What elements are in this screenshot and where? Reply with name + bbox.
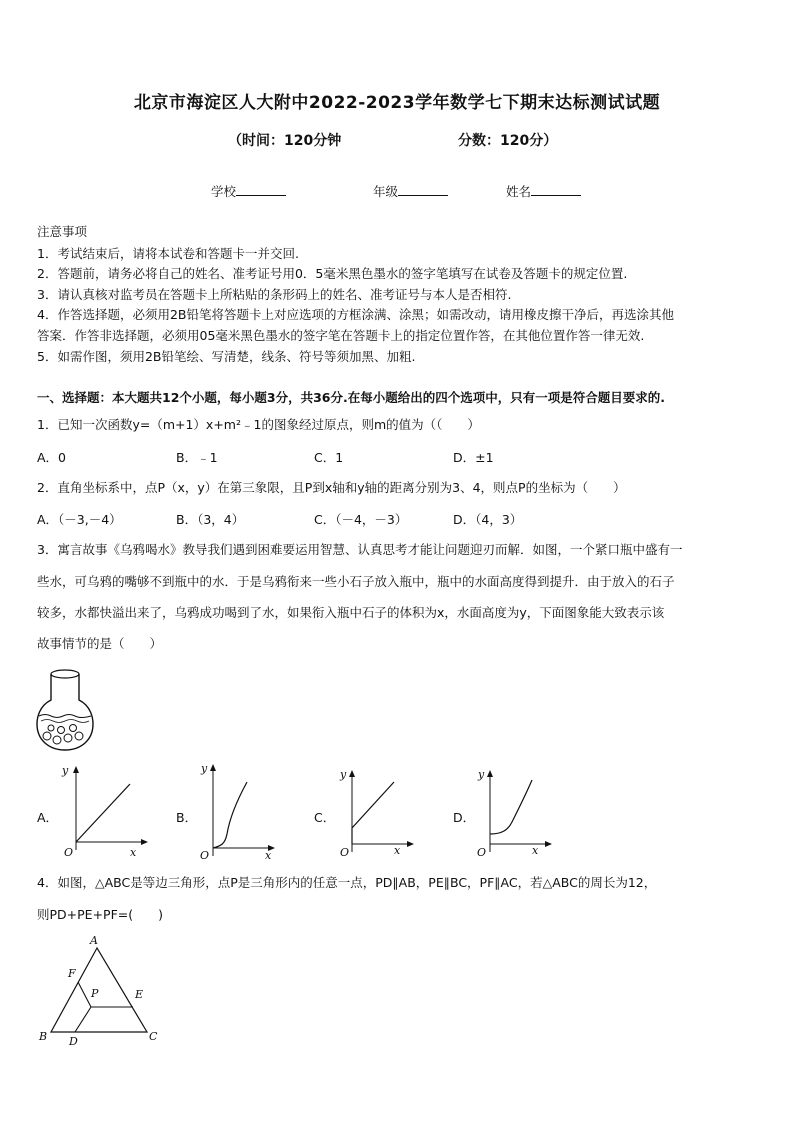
notice-item: 5．如需作图，须用2B铅笔绘、写清楚，线条、符号等须加黑、加粗. [37,349,416,364]
q3-option-b-label: B． [176,810,198,825]
notice-item: 3．请认真核对监考员在答题卡上所粘贴的条形码上的姓名、准考证号与本人是否相符. [37,287,512,302]
point-f-label: F [68,967,76,980]
q2-option-d: D．（4，3） [453,512,523,527]
notice-item: 4．作答选择题，必须用2B铅笔将答题卡上对应选项的方框涂满、涂黑；如需改动，请用橡皮擦干净后，再选涂其他 [37,307,674,322]
question-3-line: 较多，水都快溢出来了，乌鸦成功喝到了水，如果衔入瓶中石子的体积为x，水面高度为y，下面图象能大致表示该 [37,605,665,620]
question-4-line: 4．如图，△ABC是等边三角形，点P是三角形内的任意一点，PD∥AB，PE∥BC，PF∥AC，若△ABC的周长为12， [37,875,657,890]
q2-option-a: A．（－3,－4） [37,512,122,527]
x-axis-label: x [130,846,137,859]
q3-graph-c [334,764,424,860]
question-1-stem: 1．已知一次函数y=（m+1）x+m²﹣1的图象经过原点，则m的值为（（ ） [37,417,480,432]
q1-option-a: A．0 [37,450,67,465]
point-e-label: E [135,988,144,1001]
x-axis-label: x [265,849,272,860]
y-axis-label: y [201,762,208,775]
exam-time: （时间：120分钟 [228,133,342,149]
y-axis-label: y [340,768,347,781]
q3-option-c-label: C． [314,810,336,825]
section-heading: 一、选择题：本大题共12个小题，每小题3分，共36分.在每小题给出的四个选项中，只有一项是符合题目要求的. [37,390,665,405]
name-blank [531,183,581,196]
question-3-line: 故事情节的是（ ） [37,636,163,651]
origin-label: O [200,849,210,860]
origin-label: O [64,846,74,859]
q3-graph-d [472,764,562,860]
exam-score: 分数：120分） [458,133,558,149]
point-c-label: C [149,1030,158,1043]
q1-option-d: D．±1 [453,450,494,465]
origin-label: O [477,846,487,859]
question-2-stem: 2．直角坐标系中，点P（x，y）在第三象限，且P到x轴和y轴的距离分别为3、4，则点P的坐标为（ ） [37,480,626,495]
grade-blank [398,183,448,196]
q2-option-b: B．（3，4） [176,512,245,527]
point-b-label: B [39,1030,48,1043]
notice-item: 2．答题前，请务必将自己的姓名、准考证号用0．5毫米黑色墨水的签字笔填写在试卷及答题卡的规定位置. [37,266,628,281]
x-axis-label: x [394,844,401,857]
notice-item: 1．考试结束后，请将本试卷和答题卡一并交回. [37,246,299,261]
q1-option-c: C．1 [314,450,344,465]
notice-heading: 注意事项 [37,224,88,239]
school-field [211,183,286,200]
grade-field [373,183,448,200]
y-axis-label: y [62,764,69,777]
point-a-label: A [90,934,98,947]
point-p-label: P [91,987,99,1000]
point-d-label: D [69,1035,78,1048]
q3-graph-b [195,760,285,860]
question-3-line: 些水，可乌鸦的嘴够不到瓶中的水．于是乌鸦衔来一些小石子放入瓶中，瓶中的水面高度得到提升．由于放入的石子 [37,574,675,589]
name-field [506,183,581,200]
origin-label: O [340,846,350,859]
q3-graph-a [58,760,148,860]
flask-illustration [35,666,95,756]
x-axis-label: x [532,844,539,857]
question-3-line: 3．寓言故事《乌鸦喝水》教导我们遇到困难要运用智慧、认真思考才能让问题迎刃而解．如图，一个紧口瓶中盛有一 [37,542,683,557]
triangle-figure [35,930,165,1050]
school-label: 学校 [211,184,237,199]
y-axis-label: y [478,768,485,781]
question-4-line: 则PD+PE+PF=( ) [37,907,164,922]
notice-item: 答案．作答非选择题，必须用05毫米黑色墨水的签字笔在答题卡上的指定位置作答，在其他位置作答一律无效. [37,328,645,343]
q2-option-c: C．（－4，－3） [314,512,408,527]
school-blank [236,183,286,196]
q1-option-b: B．﹣1 [176,450,218,465]
grade-label: 年级 [373,184,399,199]
name-label: 姓名 [506,184,532,199]
q3-option-d-label: D． [453,810,476,825]
exam-title: 北京市海淀区人大附中2022-2023学年数学七下期末达标测试试题 [133,93,661,113]
q3-option-a-label: A． [37,810,59,825]
